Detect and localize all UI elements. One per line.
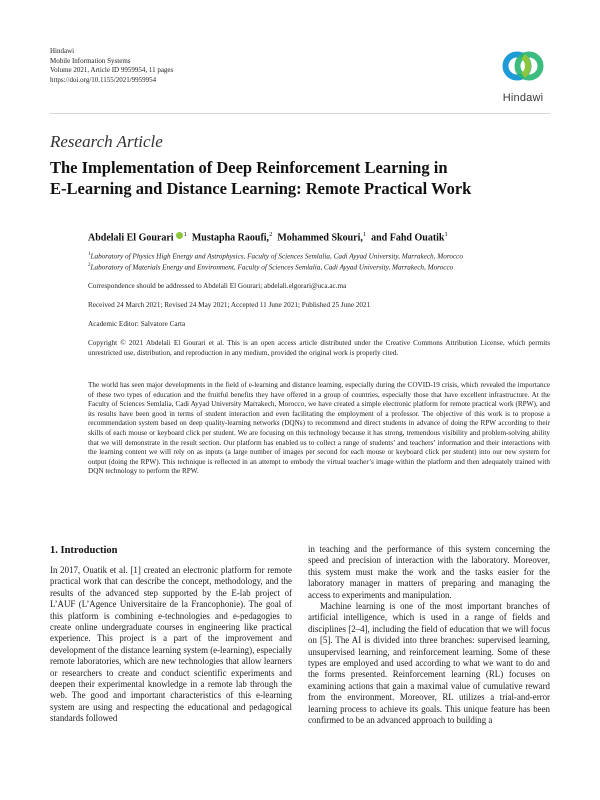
journal-meta xyxy=(50,47,173,85)
orcid-icon[interactable] xyxy=(176,232,183,239)
left-column xyxy=(50,565,292,725)
abstract: The world has seen major developments in the field of e-learning and distance learning, especially during the COVID-19 crisis, which revealed the importance of these two types of education and the fruitful benefits they have offered in a group of countries, especially those that have excellent infrastructure. At the Faculty of Sciences Semlalia, Cadi Ayyad University Marrakech, Morocco, we have created a simple electronic platform for remote practical work (RPW), and its results have been good in terms of student interaction and even facilitating the employment of a professor. The objective of this work is to propose a recommendation system based on deep quality-learning networks (DQNs) to recommend and direct students in advance of doing the RPW according to their skills of each mouse or keyboard click per student. We are focusing on this technology because it has strong, tremendous visibility and problem-solving ability that we will demonstrate in the result section. Our platform has enabled us to collect a range of students’ and teachers’ information and their interactions with the learning content we will rely on as inputs (a large number of images per second for each mouse or keyboard click per student) into our new system for output (doing the RPW). This technique is reflected in an attempt to embody the virtual teacher’s image within the platform and then adequately trained with DQN technology to perform the RPW. xyxy=(88,381,550,476)
publication-dates: Received 24 March 2021; Revised 24 May 2021; Accepted 11 June 2021; Published 25 June 2021 xyxy=(88,301,371,309)
academic-editor: Academic Editor: Salvatore Carta xyxy=(88,320,186,328)
author-affiliation-mark: 1 xyxy=(444,231,448,238)
article-title xyxy=(50,157,550,199)
paragraph: Machine learning is one of the most important branches of artificial intelligence, which is used in a range of fields and disciplines [2–4], including the field of education that we will focus on [5]. The AI is divided into three branches: supervised learning, unsupervised learning, and reinforcement learning. Some of these types are employed and used according to what we want to do and the forms presented. Reinforcement learning (RL) focuses on examining actions that gain a maximal value of cumulative reward from the environment. Moreover, RL utilizes a trial-and-error learning process to achieve its goals. This unique feature has been confirmed to be an advanced approach to building a xyxy=(308,601,550,726)
affiliation-mark: 1 xyxy=(88,252,91,257)
author-affiliation-mark: 1 xyxy=(362,231,367,238)
journal-name: Mobile Information Systems xyxy=(50,56,131,65)
author-name: Mustapha Raoufi, xyxy=(191,232,270,244)
section-title: 1. Introduction xyxy=(50,545,118,556)
paragraph: In 2017, Ouatik et al. [1] created an electronic platform for remote practical work that can describe the concept, methodology, and the results of the advanced step supported by the E-lab project of L’AUF (L’Agence Universitaire de la Francophonie). The goal of this platform is combining e-technologies and e-pedagogies to create online undergraduate courses in engineering like practical experience. This project is a part of the improvement and development of the distance learning system (e-learning), especially remote laboratories, which are new technologies that allow learners or researchers to create and conduct scientific experiments and deepen their experimental knowledge in a remote lab through the web. The good and important characteristics of this e-learning system are using and respecting the educational and pedagogical standards followed xyxy=(50,565,292,724)
hindawi-logo xyxy=(492,46,554,104)
author-name: and Fahd Ouatik xyxy=(371,232,445,244)
title-line-1: The Implementation of Deep Reinforcement Learning in xyxy=(50,158,448,177)
affiliation-2 xyxy=(88,263,453,271)
article-type: Research Article xyxy=(50,132,163,151)
journal-doi[interactable]: https://doi.org/10.1155/2021/9959954 xyxy=(50,75,157,84)
author-affiliation-mark: 1 xyxy=(183,231,187,238)
affiliation-text: Laboratory of Physics High Energy and Astrophysics, Faculty of Sciences Semlalia, Cadi Ayyad University, Marrakech, Morocco xyxy=(90,252,463,261)
correspondence: Correspondence should be addressed to Abdelali El Gourari; abdelali.elgorari@uca.ac.ma xyxy=(88,282,347,290)
affiliation-1 xyxy=(88,252,463,260)
hindawi-logo-text: Hindawi xyxy=(502,92,544,104)
copyright-notice: Copyright © 2021 Abdelali El Gourari et al. This is an open access article distributed under the Creative Commons Attribution License, which permits unrestricted use, distribution, and reproduction in any medium, provided the original work is properly cited. xyxy=(88,339,550,357)
author-list xyxy=(88,231,448,243)
hindawi-logo-icon xyxy=(501,46,545,86)
affiliation-text: Laboratory of Materials Energy and Environment, Faculty of Sciences Semlalia, Cadi Ayyad University, Marrakech, Morocco xyxy=(90,263,454,272)
paragraph: in teaching and the performance of this system concerning the speed and precision of interaction with the laboratory. Moreover, this system must make the work and the tasks easier for the laboratory manager in matters of preparing and managing the access to experiments and manipulation. xyxy=(308,544,550,600)
author-affiliation-mark: 2 xyxy=(269,231,273,238)
author-name: Abdelali El Gourari xyxy=(88,232,174,244)
header-divider xyxy=(50,113,550,114)
title-line-2: E-Learning and Distance Learning: Remote Practical Work xyxy=(50,179,472,198)
right-column xyxy=(308,544,550,727)
journal-volume: Volume 2021, Article ID 9959954, 11 pages xyxy=(50,66,174,75)
journal-publisher: Hindawi xyxy=(50,47,75,55)
affiliation-mark: 2 xyxy=(88,263,91,268)
author-name: Mohammed Skouri, xyxy=(277,232,363,244)
